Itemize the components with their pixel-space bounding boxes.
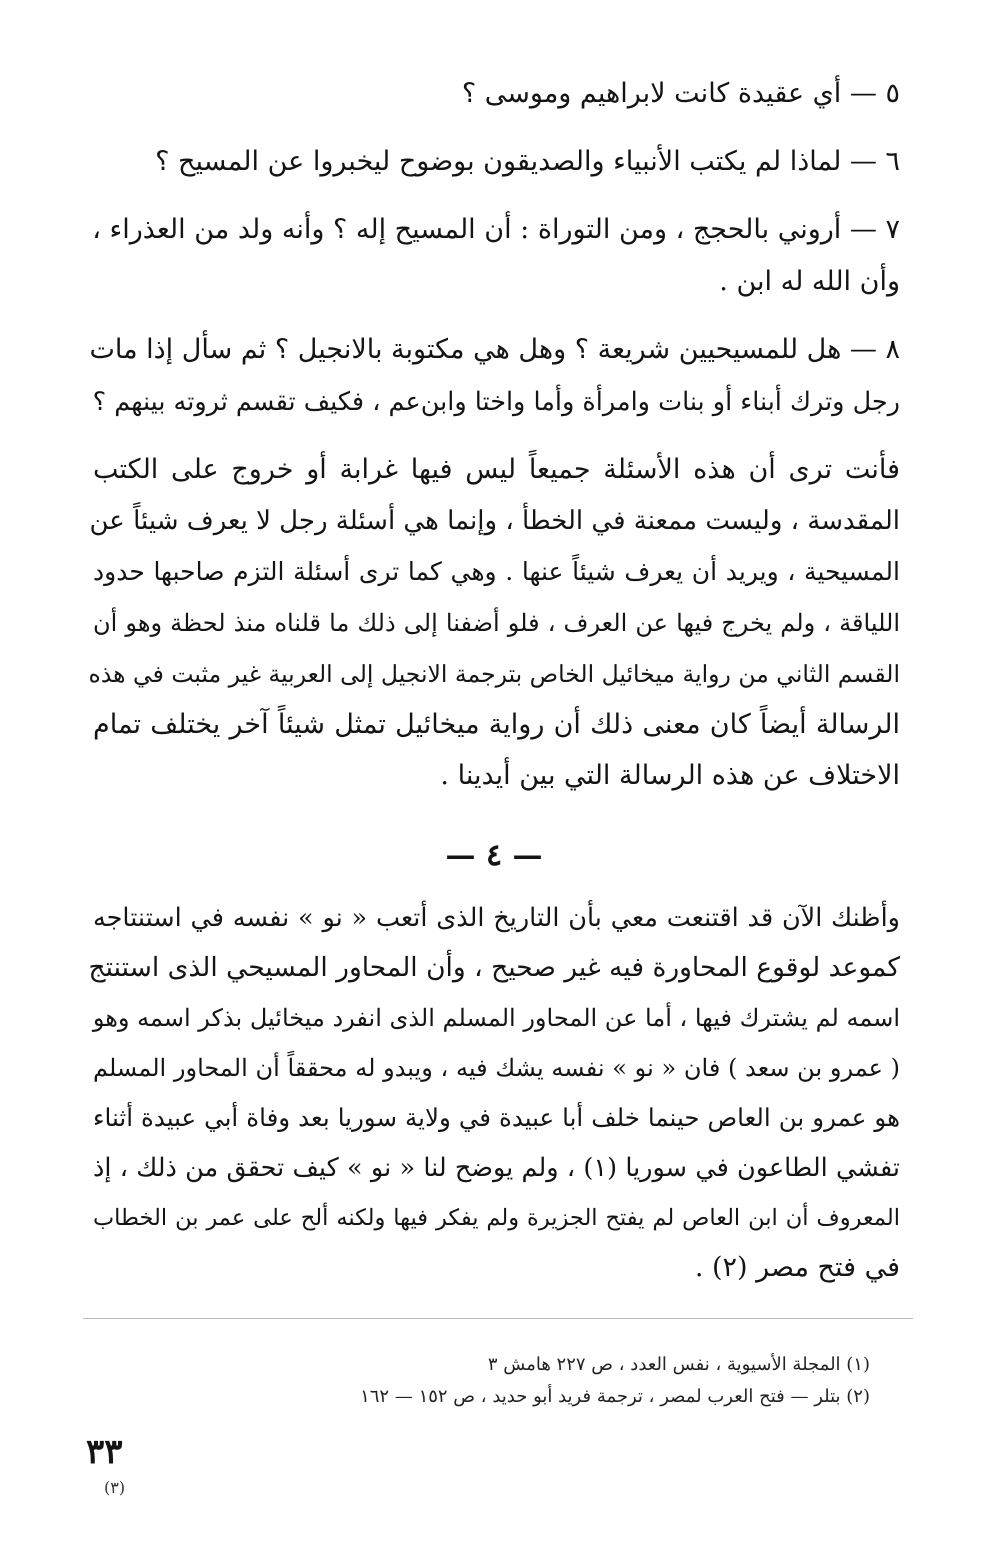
- section-number: — ٤ —: [445, 838, 543, 873]
- sheet-mark: (٣): [104, 1478, 126, 1497]
- question-8-line-1: ٨ — هل للمسيحيين شريعة ؟ وهل هي مكتوبة بالانجيل ؟ ثم سأل إذا مات: [89, 334, 900, 365]
- page-number: ٣٣: [86, 1432, 123, 1472]
- section-paragraph-line-6: تفشي الطاعون في سوريا (١) ، ولم يوضح لنا « نو » كيف تحقق من ذلك ، إذ: [93, 1153, 900, 1183]
- paragraph-line-6: الرسالة أيضاً كان معنى ذلك أن رواية ميخائيل تمثل شيئاً آخر يختلف تمام: [93, 709, 900, 740]
- paragraph-line-2: المقدسة ، وليست ممعنة في الخطأ ، وإنما هي أسئلة رجل لا يعرف شيئاً عن: [89, 506, 900, 536]
- paragraph-line-5: القسم الثاني من رواية ميخائيل الخاص بترجمة الانجيل إلى العربية غير مثبت في هذه: [88, 660, 900, 688]
- question-8-line-2: رجل وترك أبناء أو بنات وامرأة وأما واختا وابن‌عم ، فكيف تقسم ثروته بينهم ؟: [92, 387, 900, 417]
- section-paragraph-line-1: وأظنك الآن قد اقتنعت معي بأن التاريخ الذى أتعب « نو » نفسه في استنتاجه: [93, 903, 900, 933]
- section-paragraph-line-8: في فتح مصر (٢) .: [694, 1252, 900, 1283]
- section-paragraph-line-3: اسمه لم يشترك فيها ، أما عن المحاور المسلم الذى انفرد ميخائيل بذكر اسمه وهو: [92, 1004, 900, 1032]
- footnote-2: (٢) بتلر — فتح العرب لمصر ، ترجمة فريد أبو حديد ، ص ١٥٢ — ١٦٢: [360, 1386, 870, 1407]
- footnote-1: (١) المجلة الأسيوية ، نفس العدد ، ص ٢٢٧ هامش ٣: [487, 1354, 870, 1375]
- question-5-line-1: ٥ — أي عقيدة كانت لابراهيم وموسى ؟: [461, 78, 900, 109]
- paragraph-line-7: الاختلاف عن هذه الرسالة التي بين أيدينا .: [440, 760, 900, 791]
- question-7-line-1: ٧ — أروني بالحجج ، ومن التوراة : أن المسيح إله ؟ وأنه ولد من العذراء ،: [92, 214, 900, 245]
- paragraph-line-4: اللياقة ، ولم يخرج فيها عن العرف ، فلو أضفنا إلى ذلك ما قلناه منذ لحظة وهو أن: [93, 609, 900, 637]
- paragraph-line-1: فأنت ترى أن هذه الأسئلة جميعاً ليس فيها غرابة أو خروج على الكتب: [93, 454, 900, 485]
- section-paragraph-line-4: ( عمرو بن سعد ) فان « نو » نفسه يشك فيه ، ويبدو له محققاً أن المحاور المسلم: [93, 1054, 900, 1082]
- footnote-divider: [83, 1318, 913, 1319]
- section-paragraph-line-7: المعروف أن ابن العاص لم يفتح الجزيرة ولم يفكر فيها ولكنه ألح على عمر بن الخطاب: [93, 1205, 900, 1231]
- section-paragraph-line-2: كموعد لوقوع المحاورة فيه غير صحيح ، وأن المحاور المسيحي الذى استنتج: [88, 952, 900, 983]
- question-7-line-2: وأن الله له ابن .: [719, 266, 900, 297]
- question-6-line-1: ٦ — لماذا لم يكتب الأنبياء والصديقون بوضوح ليخبروا عن المسيح ؟: [155, 146, 900, 177]
- section-paragraph-line-5: هو عمرو بن العاص حينما خلف أبا عبيدة في ولاية سوريا بعد وفاة أبي عبيدة أثناء: [93, 1103, 900, 1132]
- paragraph-line-3: المسيحية ، ويريد أن يعرف شيئاً عنها . وهي كما ترى أسئلة التزم صاحبها حدود: [93, 557, 900, 586]
